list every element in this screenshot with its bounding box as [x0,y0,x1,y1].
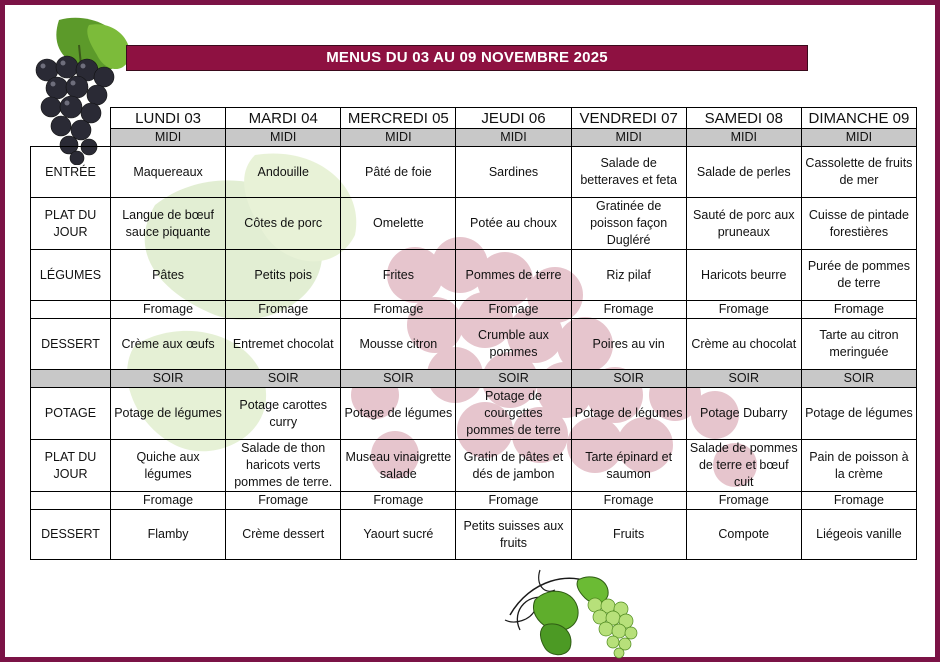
menu-cell: Salade de thon haricots verts pommes de terre. [226,440,341,492]
service-label: SOIR [801,370,916,388]
menu-cell: Fromage [341,301,456,319]
menu-cell: Cassolette de fruits de mer [801,147,916,198]
service-corner [31,129,111,147]
menu-cell: Riz pilaf [571,250,686,301]
row-label: POTAGE [31,388,111,440]
day-header: SAMEDI 08 [686,108,801,129]
menu-cell: Potage de courgettes pommes de terre [456,388,571,440]
table-row [31,319,917,370]
menu-cell: Crème dessert [226,510,341,560]
menu-cell: Pain de poisson à la crème [801,440,916,492]
dinner-service-row [31,370,917,388]
row-label: PLAT DU JOUR [31,198,111,250]
menu-cell: Langue de bœuf sauce piquante [111,198,226,250]
menu-cell: Pommes de terre [456,250,571,301]
menu-cell: Haricots beurre [686,250,801,301]
menu-cell: Yaourt sucré [341,510,456,560]
corner-cell [31,108,111,129]
menu-cell: Potage Dubarry [686,388,801,440]
page-title: MENUS DU 03 AU 09 NOVEMBRE 2025 [126,45,808,71]
menu-cell: Purée de pommes de terre [801,250,916,301]
menu-cell: Fromage [226,301,341,319]
table-row [31,440,917,492]
menu-cell: Maquereaux [111,147,226,198]
menu-cell: Petits suisses aux fruits [456,510,571,560]
menu-cell: Andouille [226,147,341,198]
menu-cell: Fromage [801,301,916,319]
menu-cell: Potée au choux [456,198,571,250]
service-label: MIDI [686,129,801,147]
service-label: SOIR [226,370,341,388]
menu-cell: Omelette [341,198,456,250]
table-row [31,301,917,319]
service-label: SOIR [456,370,571,388]
menu-cell: Gratinée de poisson façon Dugléré [571,198,686,250]
table-row [31,492,917,510]
menu-cell: Poires au vin [571,319,686,370]
row-label: ENTRÉE [31,147,111,198]
row-label [31,301,111,319]
menu-cell: Liégeois vanille [801,510,916,560]
menu-cell: Potage de légumes [111,388,226,440]
table-row [31,250,917,301]
row-label: DESSERT [31,510,111,560]
menu-cell: Fromage [686,301,801,319]
menu-cell: Fromage [341,492,456,510]
day-header: LUNDI 03 [111,108,226,129]
menu-cell: Crumble aux pommes [456,319,571,370]
menu-cell: Fromage [456,492,571,510]
day-header: DIMANCHE 09 [801,108,916,129]
menu-cell: Petits pois [226,250,341,301]
grapes-bottom-image [500,560,650,660]
menu-cell: Sauté de porc aux pruneaux [686,198,801,250]
service-label: MIDI [571,129,686,147]
menu-cell: Salade de perles [686,147,801,198]
row-label: DESSERT [31,319,111,370]
service-label: SOIR [111,370,226,388]
row-label: LÉGUMES [31,250,111,301]
menu-cell: Fromage [571,492,686,510]
day-header: MERCREDI 05 [341,108,456,129]
menu-cell: Fromage [571,301,686,319]
menu-cell: Fruits [571,510,686,560]
service-label: SOIR [571,370,686,388]
row-label [31,492,111,510]
menu-cell: Fromage [801,492,916,510]
service-label: SOIR [686,370,801,388]
menu-cell: Salade de betteraves et feta [571,147,686,198]
menu-cell: Fromage [226,492,341,510]
table-row [31,510,917,560]
menu-cell: Quiche aux légumes [111,440,226,492]
table-row [31,198,917,250]
menu-cell: Compote [686,510,801,560]
menu-cell: Crème aux œufs [111,319,226,370]
menu-cell: Entremet chocolat [226,319,341,370]
menu-cell: Pâté de foie [341,147,456,198]
day-header: JEUDI 06 [456,108,571,129]
day-header: MARDI 04 [226,108,341,129]
menu-cell: Crème au chocolat [686,319,801,370]
menu-cell: Potage carottes curry [226,388,341,440]
menu-cell: Potage de légumes [341,388,456,440]
menu-cell: Fromage [686,492,801,510]
menu-cell: Museau vinaigrette salade [341,440,456,492]
menu-cell: Mousse citron [341,319,456,370]
menu-cell: Pâtes [111,250,226,301]
menu-cell: Flamby [111,510,226,560]
menu-cell: Gratin de pâtes et dés de jambon [456,440,571,492]
menu-cell: Côtes de porc [226,198,341,250]
menu-cell: Fromage [456,301,571,319]
service-label: MIDI [456,129,571,147]
menu-cell: Salade de pommes de terre et bœuf cuit [686,440,801,492]
menu-cell: Frites [341,250,456,301]
days-header-row [31,108,917,129]
lunch-service-row [31,129,917,147]
service-label: SOIR [341,370,456,388]
service-label: MIDI [341,129,456,147]
service-label: MIDI [111,129,226,147]
menu-cell: Potage de légumes [801,388,916,440]
menu-cell: Potage de légumes [571,388,686,440]
day-header: VENDREDI 07 [571,108,686,129]
menu-cell: Tarte épinard et saumon [571,440,686,492]
menu-cell: Fromage [111,301,226,319]
menu-cell: Tarte au citron meringuée [801,319,916,370]
row-label: PLAT DU JOUR [31,440,111,492]
service-label: MIDI [801,129,916,147]
menu-cell: Cuisse de pintade forestières [801,198,916,250]
menu-cell: Sardines [456,147,571,198]
table-row [31,147,917,198]
service-corner [31,370,111,388]
menu-table [30,107,917,560]
service-label: MIDI [226,129,341,147]
menu-cell: Fromage [111,492,226,510]
table-row [31,388,917,440]
